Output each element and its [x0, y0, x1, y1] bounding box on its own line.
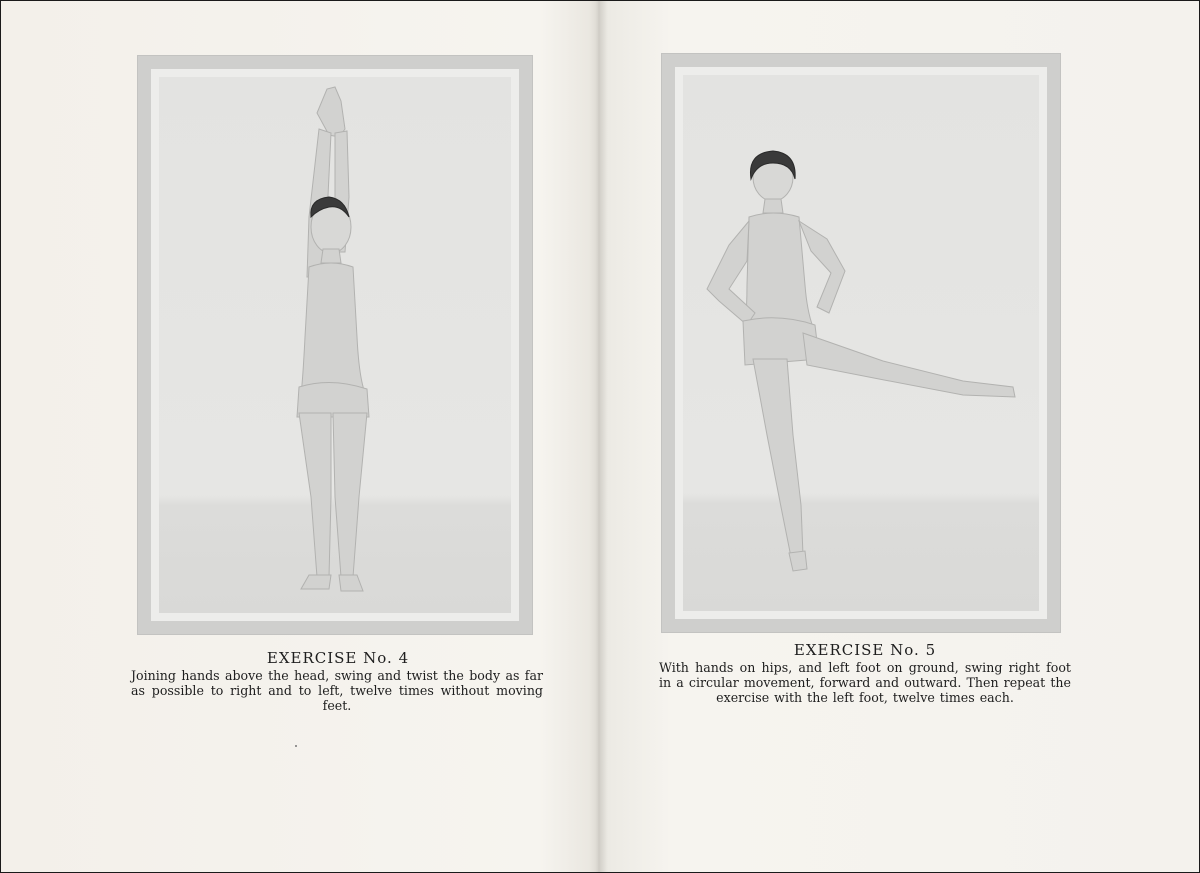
right-page [599, 1, 1199, 872]
figure-arms-raised-illustration [159, 77, 511, 613]
exercise-5-title: EXERCISE No. 5 [793, 641, 937, 659]
exercise-4-title: EXERCISE No. 4 [266, 649, 410, 667]
plate-frame-exercise-4 [137, 55, 533, 635]
figure-leg-swing-illustration [683, 75, 1039, 611]
exercise-4-description: Joining hands above the head, swing and twist the body as far as possible to right and to left, twelve times without moving feet. [131, 668, 543, 713]
photo-exercise-4 [159, 77, 511, 613]
paper-speck [295, 745, 297, 747]
book-gutter [589, 1, 609, 872]
photo-exercise-5 [683, 75, 1039, 611]
exercise-5-description: With hands on hips, and left foot on ground, swing right foot in a circular movement, forward and outward. Then repeat the exercise with the left foot, twelve times each. [659, 660, 1071, 705]
left-page [1, 1, 599, 872]
plate-frame-exercise-5 [661, 53, 1061, 633]
